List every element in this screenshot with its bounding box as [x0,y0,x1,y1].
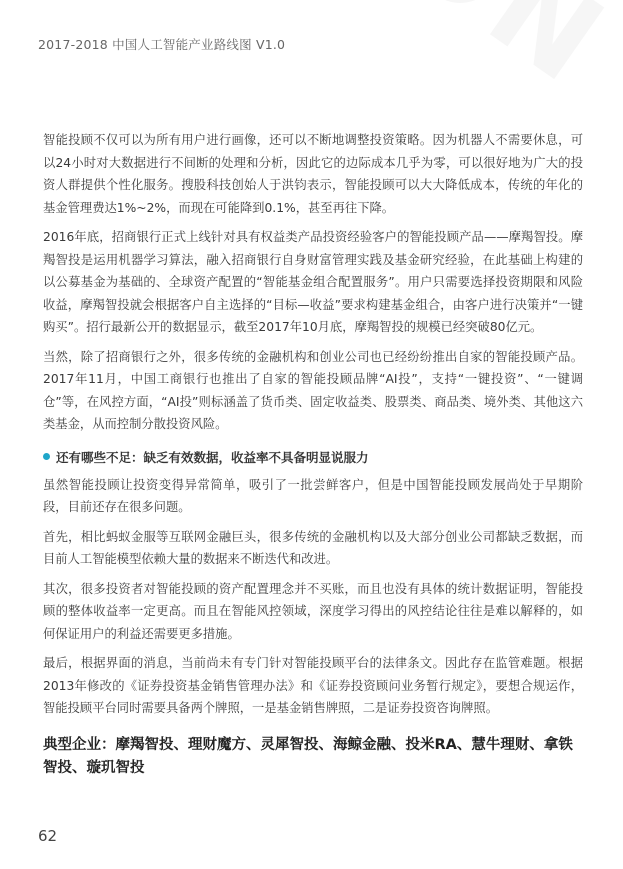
paragraph: 首先，相比蚂蚁金服等互联网金融巨头，很多传统的金融机构以及大部分创业公司都缺乏数据，而目前人工智能模型依赖大量的数据来不断迭代和改进。 [43,529,583,566]
bullet-dot-icon [43,453,50,460]
paragraph: 其次，很多投资者对智能投顾的资产配置理念并不买账，而且也没有具体的统计数据证明，智能投顾的整体收益率一定更高。而且在智能风控领域，深度学习得出的风控结论往往是难以解释的，如何保证用户的利益还需要更多措施。 [43,581,583,641]
section-heading-text: 还有哪些不足：缺乏有效数据，收益率不具备明显说服力 [56,449,369,465]
paragraph: 虽然智能投顾让投资变得异常简单，吸引了一批尝鲜客户，但是中国智能投顾发展尚处于早期阶段，目前还存在很多问题。 [43,477,583,514]
page-number: 62 [38,827,58,845]
main-content [43,129,583,780]
paragraph: 当然，除了招商银行之外，很多传统的金融机构和创业公司也已经纷纷推出自家的智能投顾产品。2017年11月，中国工商银行也推出了自家的智能投顾品牌“AI投”，支持“一键投资”、“一键调仓”等，在风控方面，“AI投”则标涵盖了货币类、固定收益类、股票类、商品类、境外类、其他这六类基金，从而控制分散投资风险。 [43,349,583,431]
paragraph: 最后，根据界面的消息，当前尚未有专门针对智能投顾平台的法律条文。因此存在监管难题。根据2013年修改的《证券投资基金销售管理办法》和《证券投资顾问业务暂行规定》，要想合规运作，智能投顾平台同时需要具备两个牌照，一是基金销售牌照，二是证券投资咨询牌照。 [43,656,583,715]
paragraph: 2016年底，招商银行正式上线针对具有权益类产品投资经验客户的智能投顾产品——摩羯智投。摩羯智投是运用机器学习算法，融入招商银行自身财富管理实践及基金研究经验，在此基础上构建的以公募基金为基础的、全球资产配置的“智能基金组合配置服务”。用户只需要选择投资期限和风险收益，摩羯智投就会根据客户自主选择的“目标—收益”要求构建基金组合，由客户进行决策并“一键购买”。招行最新公开的数据显示，截至2017年10月底，摩羯智投的规模已经突破80亿元。 [43,230,583,334]
section-heading [43,448,583,466]
watermark [218,0,623,114]
page-header: 2017-2018 中国人工智能产业路线图 V1.0 [38,37,286,52]
typical-companies: 典型企业：摩羯智投、理财魔方、灵犀智投、海鲸金融、投米RA、慧牛理财、拿铁智投、璇玑智投 [43,736,573,776]
paragraph: 智能投顾不仅可以为所有用户进行画像，还可以不断地调整投资策略。因为机器人不需要休息，可以24小时对大数据进行不间断的处理和分析，因此它的边际成本几乎为零，可以很好地为广大的投资人群提供个性化服务。搜股科技创始人于洪钧表示，智能投顾可以大大降低成本，传统的年化的基金管理费达1%~2%，而现在可能降到0.1%，甚至再往下降。 [43,133,583,215]
